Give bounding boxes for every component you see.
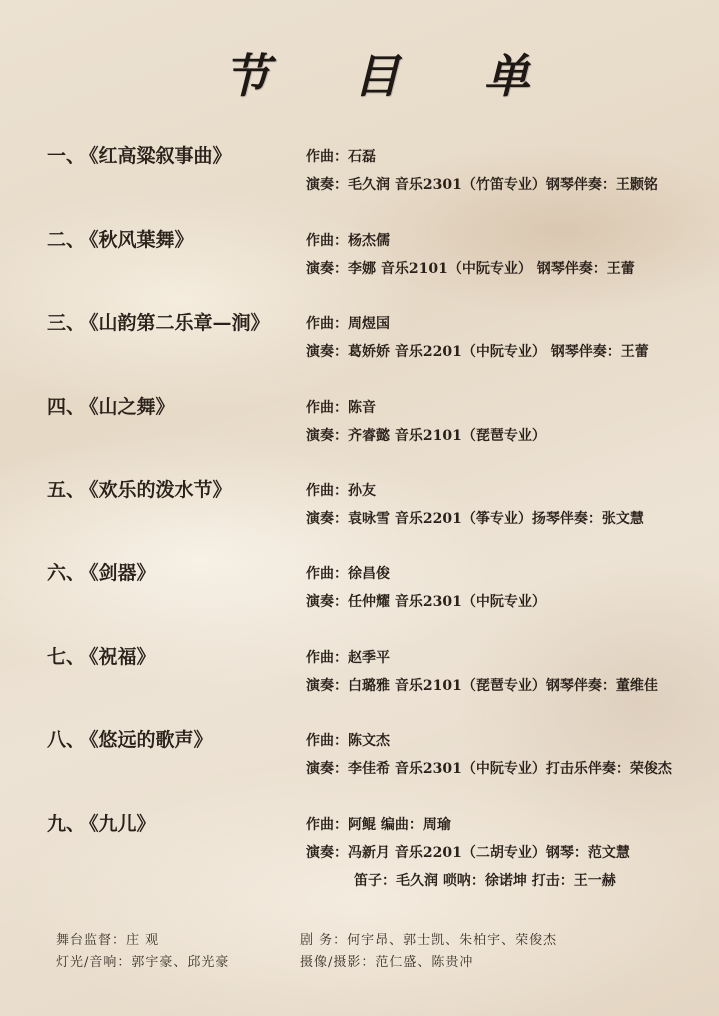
composer-line: 作曲：陈文杰 [306,733,390,749]
credits-row [56,930,676,952]
program-heading [47,560,156,586]
program-heading [47,227,194,253]
piece-title: 《欢乐的泼水节》 [89,479,232,501]
program-heading [47,394,175,420]
program-title: 节 目 单 [223,49,564,103]
piece-title: 《九儿》 [89,813,156,835]
composer-line: 作曲：陈音 [306,400,376,416]
program-item-4 [0,394,719,454]
composer-line: 作曲：周煜国 [306,316,390,332]
composer-line: 作曲：孙友 [306,483,376,499]
composer-line: 作曲：阿鲲 编曲：周瑜 [306,817,451,833]
piece-title: 《剑器》 [89,562,156,584]
program-item-1 [0,143,719,203]
program-heading [47,644,156,670]
program-number: 七、 [47,646,86,668]
composer-line: 作曲：杨杰儒 [306,233,390,249]
piece-title: 《红高粱叙事曲》 [89,145,232,167]
program-number: 一、 [47,145,86,167]
piece-title: 《秋风葉舞》 [89,229,194,251]
program-heading [47,143,232,169]
piece-title: 《山韵第二乐章—涧》 [89,312,270,334]
composer-line: 作曲：徐昌俊 [306,566,390,582]
accompaniment-line: 笛子：毛久润 唢呐：徐诺坤 打击：王一赫 [354,873,616,889]
performer-line: 演奏：齐睿懿 音乐2101（琵琶专业） [306,428,546,444]
piece-title: 《悠远的歌声》 [89,729,213,751]
program-item-3 [0,310,719,370]
program-item-6 [0,560,719,620]
credits-row [56,952,676,974]
composer-line: 作曲：赵季平 [306,650,390,666]
program-heading [47,811,156,837]
composer-line: 作曲：石磊 [306,149,376,165]
program-item-7 [0,644,719,704]
program-number: 五、 [47,479,86,501]
program-item-9 [0,811,719,901]
staff-credits [56,930,676,974]
program-number: 九、 [47,813,86,835]
program-number: 三、 [47,312,86,334]
program-number: 四、 [47,396,86,418]
program-heading [47,310,270,336]
stagehands-credit: 剧 务：何宇昂、郭士凯、朱柏宇、荣俊杰 [300,933,558,948]
program-number: 二、 [47,229,86,251]
lighting-sound-credit: 灯光/音响：郭宇豪、邱光豪 [56,955,230,970]
performer-line: 演奏：袁咏雪 音乐2201（筝专业）扬琴伴奏：张文慧 [306,511,644,527]
stage-manager-credit: 舞台监督：庄 观 [56,933,160,948]
program-item-2 [0,227,719,287]
performer-line: 演奏：李娜 音乐2101（中阮专业） 钢琴伴奏：王蕾 [306,261,635,277]
program-item-8 [0,727,719,787]
performer-line: 演奏：冯新月 音乐2201（二胡专业）钢琴：范文慧 [306,845,630,861]
photo-video-credit: 摄像/摄影：范仁盛、陈贵冲 [300,955,474,970]
program-heading [47,727,213,753]
performer-line: 演奏：葛娇娇 音乐2201（中阮专业） 钢琴伴奏：王蕾 [306,344,649,360]
performer-line: 演奏：毛久润 音乐2301（竹笛专业）钢琴伴奏：王颢铭 [306,177,658,193]
program-number: 八、 [47,729,86,751]
program-item-5 [0,477,719,537]
performer-line: 演奏：李佳希 音乐2301（中阮专业）打击乐伴奏：荣俊杰 [306,761,672,777]
piece-title: 《祝福》 [89,646,156,668]
program-heading [47,477,232,503]
performer-line: 演奏：白璐雅 音乐2101（琵琶专业）钢琴伴奏：董维佳 [306,678,658,694]
performer-line: 演奏：任仲耀 音乐2301（中阮专业） [306,594,546,610]
program-number: 六、 [47,562,86,584]
piece-title: 《山之舞》 [89,396,175,418]
